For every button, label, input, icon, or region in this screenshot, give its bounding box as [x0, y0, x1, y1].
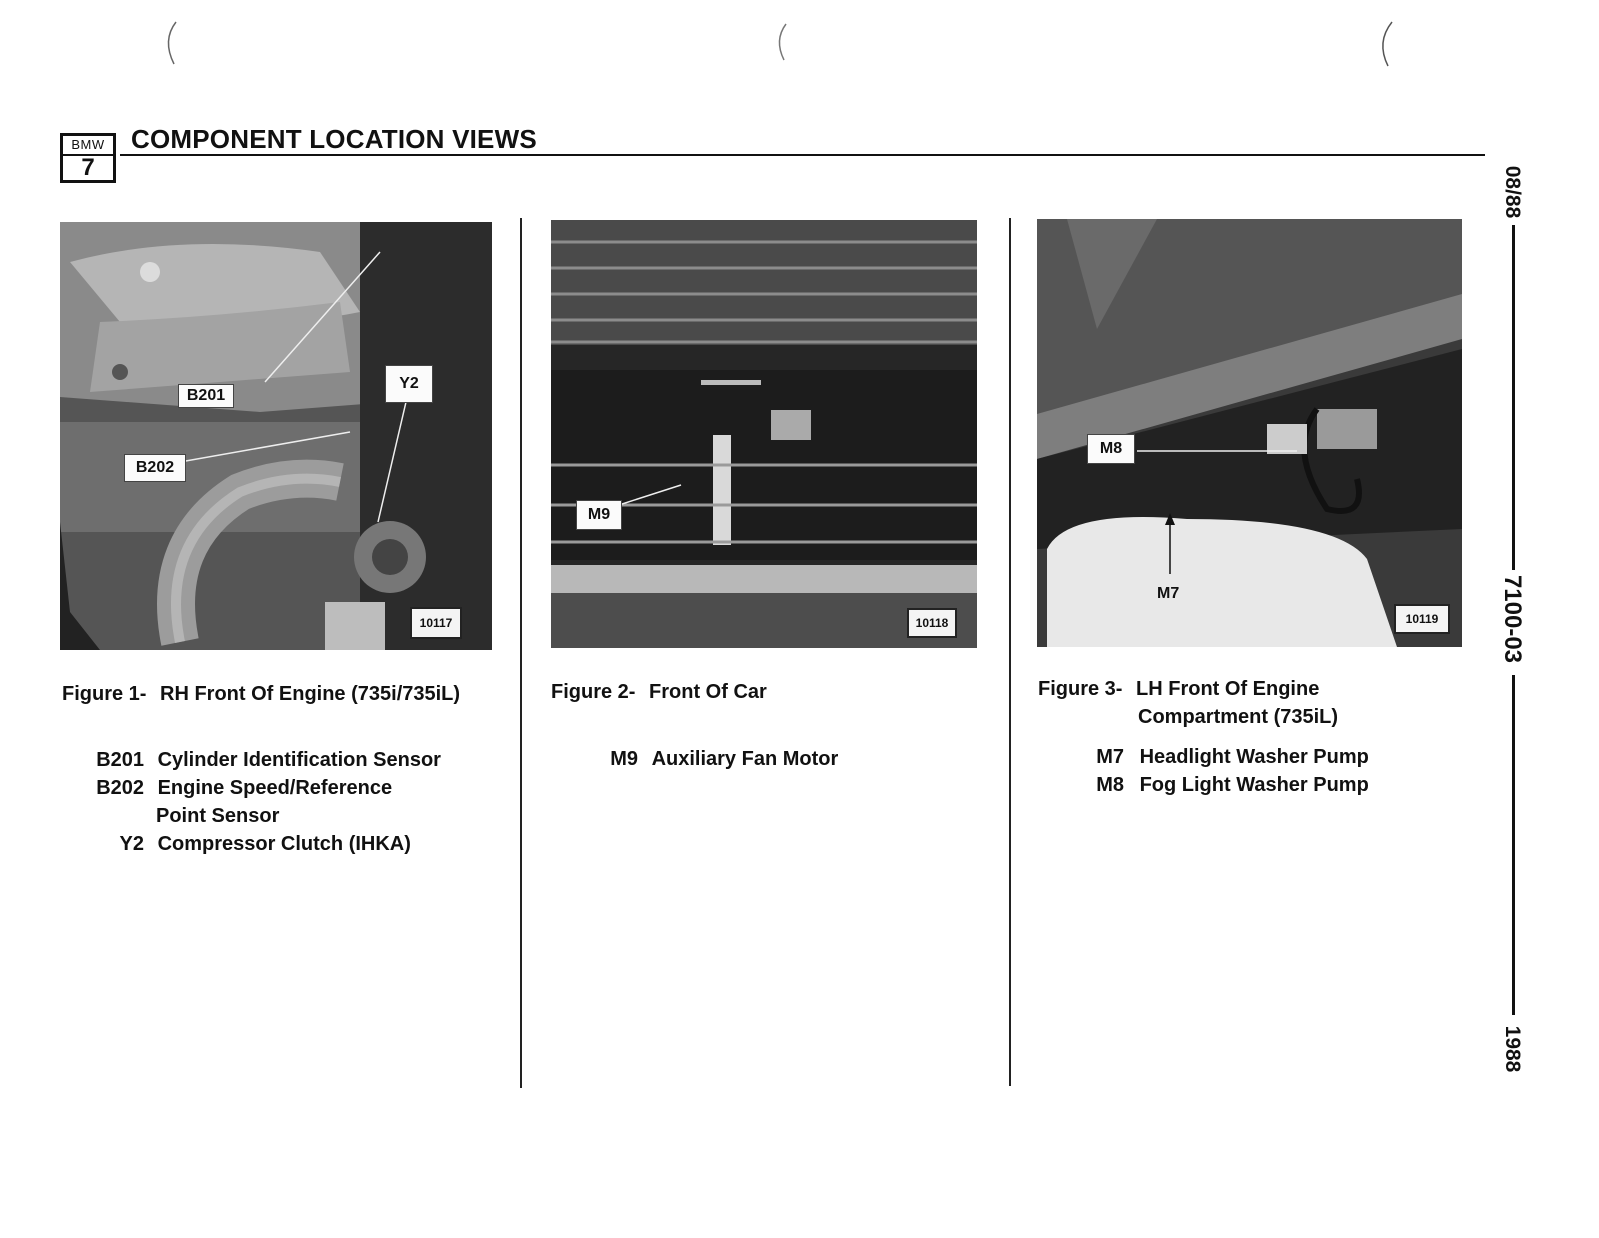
binder-hole-mark-left — [158, 18, 188, 68]
side-year: 1988 — [1501, 1025, 1524, 1073]
side-date: 08/88 — [1501, 165, 1524, 219]
legend-code: M9 — [610, 748, 638, 770]
washer-pump-photo-illustration — [1037, 219, 1462, 647]
binder-hole-mark-center — [768, 18, 798, 68]
bmw-series-logo — [60, 133, 116, 183]
legend-text: Compressor Clutch (IHKA) — [157, 833, 411, 855]
figure-1-caption — [62, 683, 460, 706]
legend-item-b202-continuation: Point Sensor — [156, 805, 280, 827]
logo-brand: BMW — [63, 136, 113, 156]
legend-text: Headlight Washer Pump — [1139, 746, 1369, 768]
figure-1-label: Figure 1- — [62, 683, 147, 705]
callout-m7: M7 — [1157, 585, 1180, 602]
figure-3-title: LH Front Of Engine — [1136, 678, 1320, 700]
legend-item-b202 — [90, 777, 392, 800]
callout-b202: B202 — [124, 454, 186, 482]
figure-2-title: Front Of Car — [649, 681, 767, 703]
side-rule-top — [1512, 225, 1515, 570]
legend-item-b201 — [90, 749, 441, 772]
header-rule — [120, 154, 1485, 156]
logo-series: 7 — [81, 154, 95, 181]
figure-1-photo — [60, 222, 492, 650]
legend-code: B201 — [96, 749, 144, 771]
legend-item-m7 — [1070, 746, 1369, 769]
legend-text: Auxiliary Fan Motor — [651, 748, 839, 770]
side-rule-bottom — [1512, 675, 1515, 1015]
binder-hole-mark-right — [1372, 18, 1402, 68]
legend-item-m9 — [580, 748, 838, 771]
engine-photo-illustration — [60, 222, 492, 650]
figure-3-caption — [1038, 678, 1319, 701]
legend-code: B202 — [96, 777, 144, 799]
figure-1-title: RH Front Of Engine (735i/735iL) — [160, 683, 461, 705]
figure-2-label: Figure 2- — [551, 681, 636, 703]
radiator-grille-photo-illustration — [551, 220, 977, 648]
legend-code: M8 — [1096, 774, 1124, 796]
figure-3-title-line2: Compartment (735iL) — [1138, 706, 1339, 728]
page-title: COMPONENT LOCATION VIEWS — [131, 124, 537, 154]
column-separator-2 — [1009, 218, 1011, 1086]
figure-2-photo — [551, 220, 977, 648]
legend-item-m8 — [1070, 774, 1369, 797]
column-separator-1 — [520, 218, 522, 1088]
legend-text: Cylinder Identification Sensor — [157, 749, 441, 771]
photo-number-10118: 10118 — [907, 608, 957, 638]
callout-b201: B201 — [178, 384, 234, 408]
figure-3-label: Figure 3- — [1038, 678, 1123, 700]
legend-code: Y2 — [119, 833, 144, 855]
legend-text: Fog Light Washer Pump — [1139, 774, 1369, 796]
callout-y2: Y2 — [385, 365, 433, 403]
figure-2-caption — [551, 681, 767, 704]
legend-item-y2 — [90, 833, 411, 856]
figure-3-photo — [1037, 219, 1462, 647]
callout-m8: M8 — [1087, 434, 1135, 464]
callout-m9: M9 — [576, 500, 622, 530]
legend-code: M7 — [1096, 746, 1124, 768]
photo-number-10119: 10119 — [1394, 604, 1450, 634]
side-section-number: 7100-03 — [1499, 574, 1526, 664]
legend-text: Engine Speed/Reference — [157, 777, 393, 799]
photo-number-10117: 10117 — [410, 607, 462, 639]
